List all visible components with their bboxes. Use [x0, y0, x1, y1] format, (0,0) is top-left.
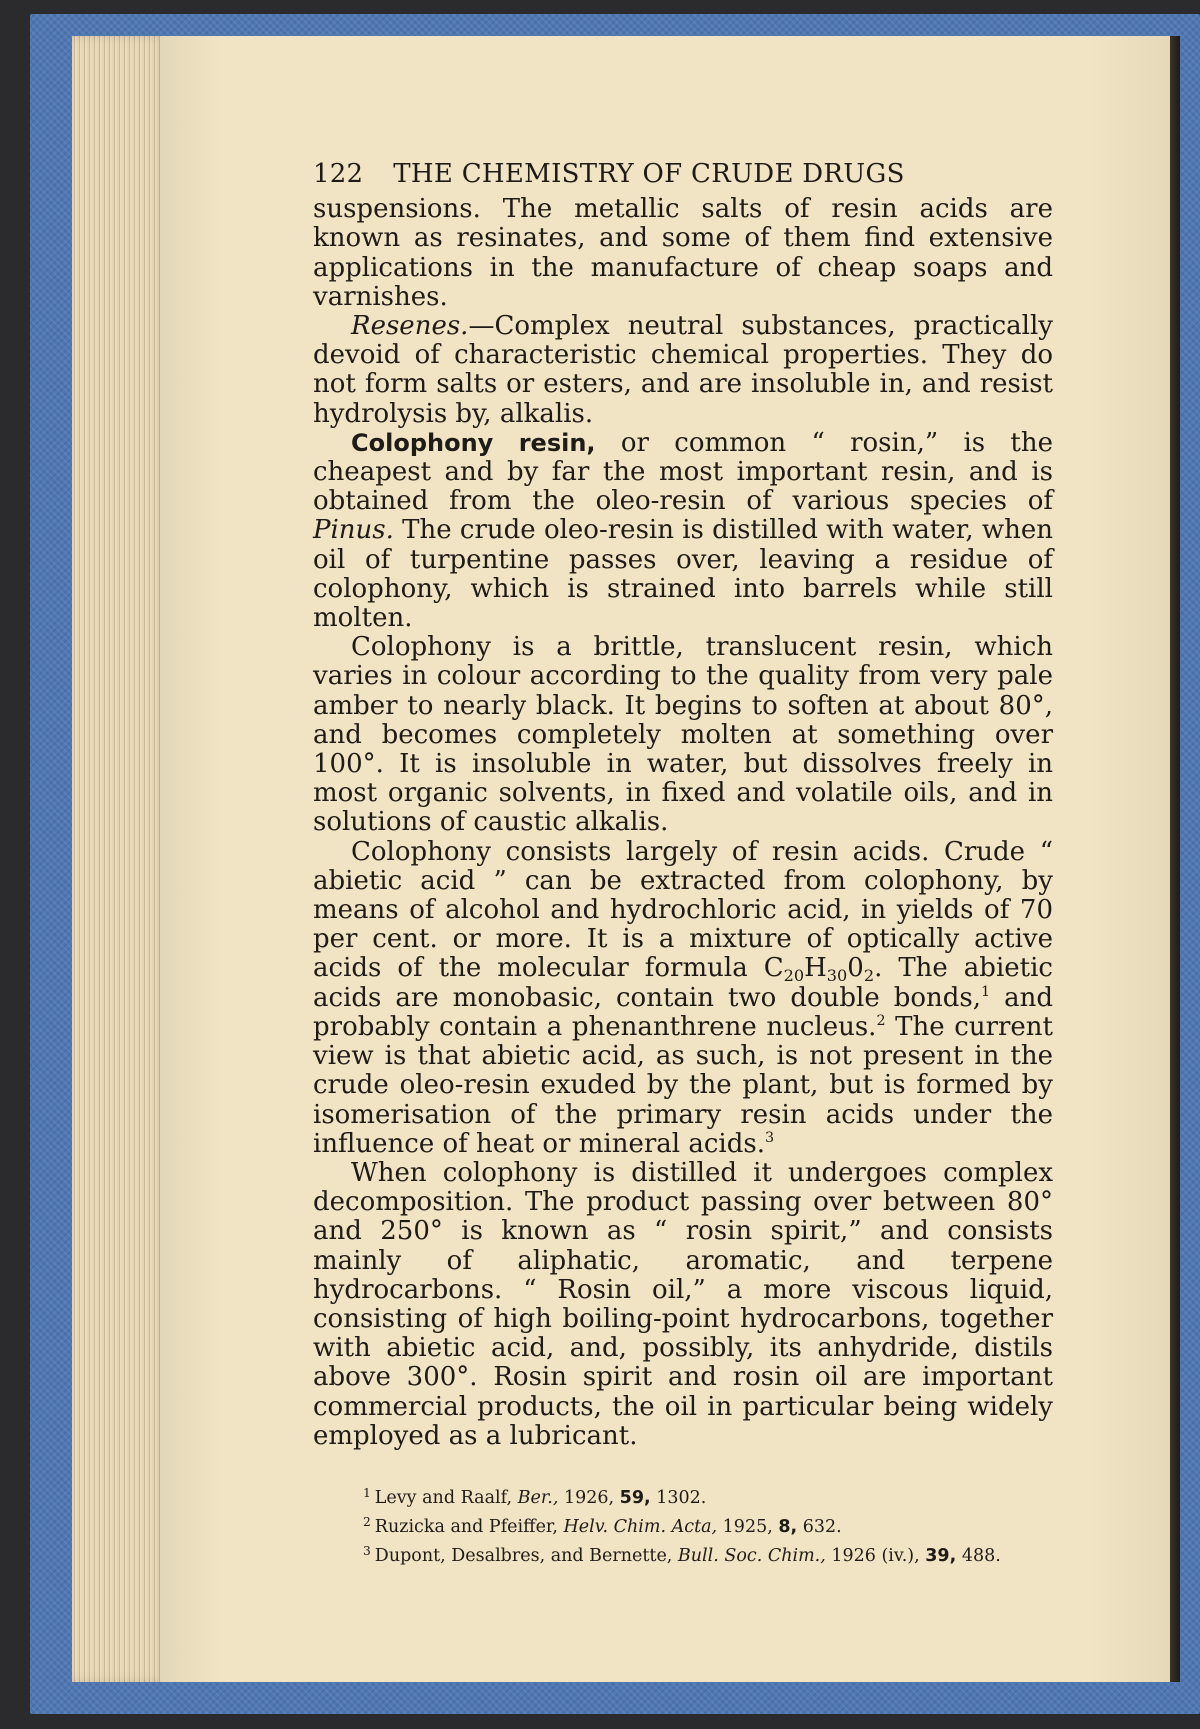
paragraph-distillation: When colophony is distilled it undergoes complex decomposition. The product passing over between 80° and 250° is known as “ rosin spirit,” and consists mainly of aliphatic, aromatic, and terpene hydrocarbons. “ Rosin oil,” a more viscous liquid, consisting of high boiling-point hydrocarbons, together with abietic acid, and, possibly, its anhydride, distils above 300°. Rosin spirit and rosin oil are important commercial products, the oil in particular being widely employed as a lubricant.	[313, 1157, 1053, 1451]
paragraph-resenes	[313, 312, 1053, 429]
footnote-volume: 59,	[619, 1488, 651, 1509]
term-resenes: Resenes.	[351, 311, 469, 342]
footnote-2	[363, 1510, 1053, 1539]
formula-c: C	[763, 953, 784, 984]
footnote-3	[363, 1539, 1053, 1568]
footnote-journal: Ber.,	[517, 1488, 559, 1509]
formula-o: 0	[847, 953, 864, 984]
footnote-authors: Ruzicka and Pfeiffer,	[374, 1517, 564, 1538]
footnote-number: 2	[363, 1515, 371, 1530]
running-head	[313, 160, 1053, 189]
footnote-ref-1[interactable]: 1	[981, 983, 991, 1000]
footnote-ref-3[interactable]: 3	[764, 1129, 775, 1146]
page-edges	[72, 36, 168, 1682]
paragraph-resin-acids	[313, 838, 1053, 1159]
footnote-number: 1	[363, 1485, 371, 1500]
footnote-authors: Levy and Raalf,	[374, 1488, 518, 1509]
running-head-title: THE CHEMISTRY OF CRUDE DRUGS	[393, 159, 905, 189]
footnote-volume: 8,	[778, 1517, 798, 1538]
footnote-year: 1925,	[717, 1517, 779, 1538]
genus-pinus: Pinus.	[313, 515, 394, 546]
formula-o-sub: 2	[863, 966, 875, 986]
book-gutter	[1170, 36, 1180, 1682]
term-colophony-resin: Colophony resin,	[351, 428, 596, 457]
colophony-text-b: The crude oleo-resin is distilled with water, when oil of turpentine passes over, leaving a residue of colophony, which is strained into barrels while still molten.	[313, 515, 1053, 634]
resin-acids-text-d: The current view is that abietic acid, as such, is not present in the crude oleo-resin exuded by the plant, but is formed by isomerisation of the primary resin acids under the influence of heat or mineral acids.	[313, 1011, 1054, 1159]
footnote-ref-2[interactable]: 2	[876, 1012, 886, 1029]
page-number: 122	[313, 159, 364, 189]
formula-c-sub: 20	[783, 966, 805, 986]
footnote-authors: Dupont, Desalbres, and Bernette,	[374, 1546, 678, 1567]
formula-h: H	[804, 953, 827, 984]
colophony-text-a: or common “ rosin,” is the cheapest and by far the most important resin, and is obtained from the oleo-resin of various species of	[313, 427, 1054, 517]
molecular-formula	[763, 953, 875, 986]
footnotes	[313, 1481, 1053, 1568]
footnote-journal: Helv. Chim. Acta,	[563, 1517, 718, 1538]
paragraph-colophony-resin	[313, 429, 1053, 633]
resin-acids-text-b: . The abietic acids are monobasic, contain two double bonds,	[313, 953, 1053, 1013]
paragraph-properties: Colophony is a brittle, translucent resin, which varies in colour according to the quality from very pale amber to nearly black. It begins to soften at about 80°, and becomes completely molten at something over 100°. It is insoluble in water, but dissolves freely in most organic solvents, in fixed and volatile oils, and in solutions of caustic alkalis.	[313, 632, 1053, 838]
footnote-journal: Bull. Soc. Chim.,	[677, 1546, 826, 1567]
footnote-page: 1302.	[650, 1488, 707, 1509]
footnote-year: 1926 (iv.),	[825, 1546, 926, 1567]
footnote-number: 3	[363, 1544, 371, 1559]
paragraph-resinates: suspensions. The metallic salts of resin acids are known as resinates, and some of them find extensive applications in the manufacture of cheap soaps and varnishes.	[313, 194, 1053, 312]
page-text	[313, 160, 1053, 1568]
resenes-text: —Complex neutral substances, practically devoid of characteristic chemical properties. They do not form salts or esters, and are insoluble in, and resist hydrolysis by, alkalis.	[313, 311, 1053, 429]
formula-h-sub: 30	[826, 966, 848, 986]
footnote-volume: 39,	[925, 1546, 957, 1567]
resin-acids-text-c: and probably contain a phenanthrene nucleus.	[313, 982, 1053, 1042]
footnote-page: 632.	[797, 1517, 842, 1538]
footnote-1	[363, 1481, 1053, 1510]
footnote-page: 488.	[956, 1546, 1001, 1567]
resin-acids-text-a: Colophony consists largely of resin acids. Crude “ abietic acid ” can be extracted from colophony, by means of alcohol and hydrochloric acid, in yields of 70 per cent. or more. It is a mixture of optically active acids of the molecular formula	[313, 836, 1053, 984]
footnote-year: 1926,	[558, 1488, 620, 1509]
